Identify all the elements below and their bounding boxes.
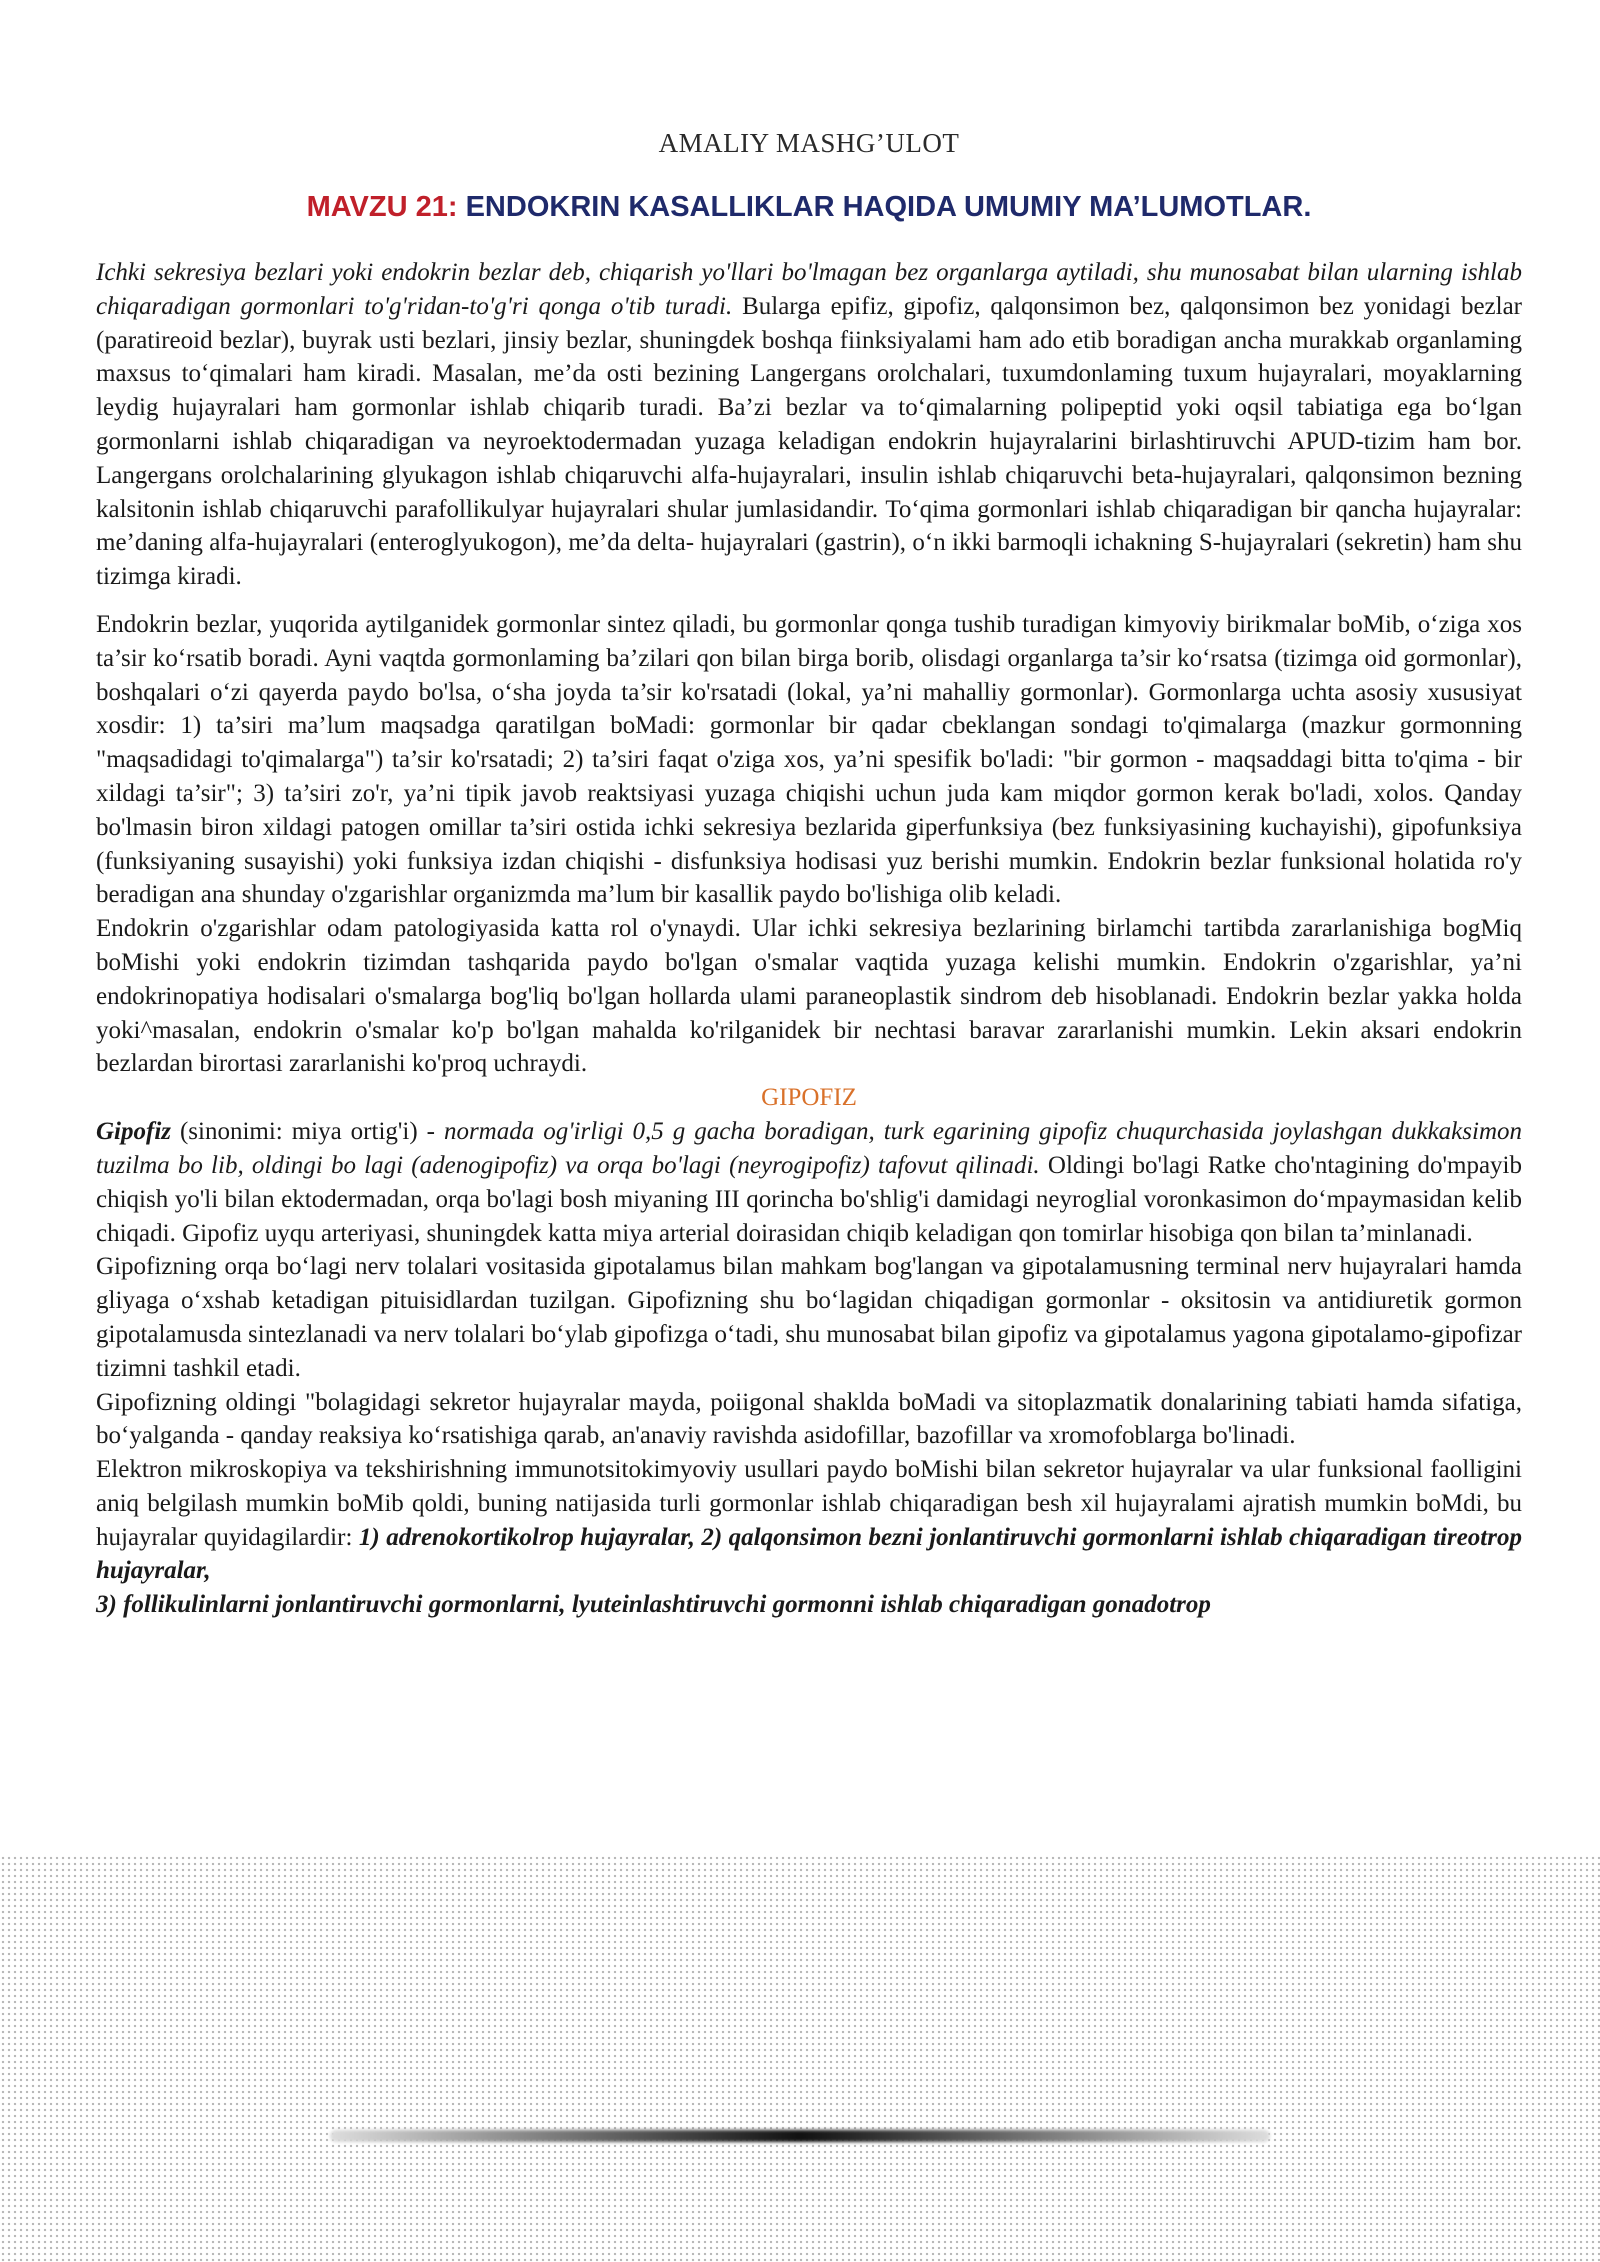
obscured-line [96, 1896, 1522, 1930]
cell-types-list: 1) adrenokortikolrop hujayralar, 2) qalqonsimon bezni jonlantiruvchi gormonlarni ishlab chiqaradigan tireotrop hujayralar, [96, 1523, 1522, 1585]
paragraph-cell-types [96, 1453, 1522, 1588]
paragraph-endocrine-changes: Endokrin o'zgarishlar odam patologiyasida katta rol o'ynaydi. Ular ichki sekresiya bezlarining birlamchi tartibda zararlanishiga bogMiq boMishi yoki endokrin tizimdan tashqarida paydo bo'lgan o'smalar vaqtida yuzaga kelishi mumkin. Endokrin o'zgarishlar, ya’ni endokrinopatiya hodisalari o'smalarga bog'liq bo'lgan hollarda ulami paraneoplastik sindrom deb hisoblanadi. Endokrin bezlar yakka holda yoki^masalan, endokrin o'smalar ko'p bo'lgan mahalda ko'rilganidek bir nechtasi baravar zararlanishi mumkin. Lekin aksari endokrin bezlardan birortasi zararlanishi ko'proq uchraydi. [96, 915, 1522, 1078]
title-topic-text: ENDOKRIN KASALLIKLAR HAQIDA UMUMIY MA’LUMOTLAR. [457, 191, 1312, 223]
paragraph-gipofiz-definition [96, 1115, 1522, 1250]
paragraph-intro-body: Bularga epifiz, gipofiz, qalqonsimon bez, qalqonsimon bez yonidagi bezlar (paratireoid bezlar), buyrak usti bezlari, jinsiy bezlar, shuningdek boshqa fiinksiyalami ham ado etib boradigan ancha murakkab organlaming maxsus to‘qimalari ham kiradi. Masalan, me’da osti bezining Langergans orolchalari, tuxumdonlaming tuxum hujayralari, moyaklarning leydig hujayralari ham gormonlar ishlab chiqarib turadi. Ba’zi bezlar va to‘qimalarning polipeptid yoki oqsil tabiatiga ega bo‘lgan gormonlarni ishlab chiqaradigan va neyroektodermadan yuzaga keladigan endokrin hujayralarini birlashtiruvchi APUD-tizim ham bor. Langergans orolchalarining glyukagon ishlab chiqaruvchi alfa-hujayralari, insulin ishlab chiqaruvchi beta-hujayralari, qalqonsimon bezning kalsitonin ishlab chiqaruvchi parafollikulyar hujayralari shular jumlasidandir. To‘qima gormonlari ishlab chiqaradigan bir qancha hujayralar: me’daning alfa-hujayralari (enteroglyukogon), me’da delta- hujayralari (gastrin), o‘n ikki barmoqli ichakning S-hujayralari (sekretin) ham shu tizimga kiradi. [96, 292, 1523, 591]
page-divider [330, 2130, 1270, 2142]
gipofiz-definition-italic: normada og'irligi 0,5 g gacha boradigan, turk egarining gipofiz chuqurchasida joylashgan dukkaksimon tuzilma bo lib, oldingi bo lagi (adenogipofiz) va orqa bo'lagi (neyrogipofiz) tafovut qilinadi. [96, 1118, 1523, 1179]
section-heading-gipofiz: GIPOFIZ [761, 1084, 857, 1112]
paragraph-hormones: Endokrin bezlar, yuqorida aytilganidek gormonlar sintez qiladi, bu gormonlar qonga tushib turadigan kimyoviy birikmalar boMib, o‘ziga xos ta’sir ko‘rsatib boradi. Ayni vaqtda gormonlaming ba’zilari qon bilan birga borib, olisdagi organlarga ta’sir ko‘rsatsa (tizimga oid gormonlar), boshqalari o‘zi qayerda paydo bo'lsa, o‘sha joyda ta’sir ko'rsatadi (lokal, ya’ni mahalliy gormonlar). Gormonlarga uchta asosiy xususiyat xosdir: 1) ta’siri ma’lum maqsadga qaratilgan boMadi: gormonlar bir qadar cbeklangan sondagi to'qimalarga (mazkur gormonning "maqsadidagi to'qimalarga") ta’sir ko'rsatadi; 2) ta’siri faqat o'ziga xos, ya’ni spesifik bo'ladi: "bir gormon - maqsaddagi bitta to'qima - bir xildagi ta’sir"; 3) ta’siri zo'r, ya’ni tipik javob reaktsiyasi yuzaga chiqishi uchun juda kam miqdor gormon kerak bo'ladi, xolos. Qanday bo'lmasin biron xildagi patogen omillar ta’siri ostida ichki sekresiya bezlarida giperfunksiya (bez funksiyasining kuchayishi), gipofunksiya (funksiyaning susayishi) yoki funksiya izdan chiqishi - disfunksiya hodisasi yuz berishi mumkin. Endokrin bezlar funksional holatida ro'y beradigan ana shunday o'zgarishlar organizmda ma’lum bir kasallik paydo bo'lishiga olib keladi. [96, 610, 1522, 909]
gipofiz-definition-body: Oldingi bo'lagi Ratke cho'ntagining do'mpayib chiqish yo'li bilan ektodermadan, orqa bo'lagi bosh miyaning III qorincha bo'shlig'i damidagi neyroglial voronkasimon do‘mpaymasidan kelib chiqadi. Gipofiz uyqu arteriyasi, shuningdek katta miya arterial doirasidan chiqib keladigan qon tomirlar hisobiga qon bilan ta’minlanadi. [96, 1151, 1522, 1247]
obscured-text-region [96, 1862, 1522, 1930]
obscured-line [96, 1862, 1522, 1896]
document-heading: AMALIY MASHG’ULOT [658, 128, 960, 158]
gipofiz-synonym: (sinonimi: miya ortig'i) - [171, 1118, 444, 1146]
paragraph-intro [96, 256, 1522, 594]
paragraph-cell-types-continued [96, 1588, 1522, 1622]
paragraph-anterior-lobe: Gipofizning oldingi "bolagidagi sekretor hujayralar mayda, poiigonal shaklda boMadi va sitoplazmatik donalarining tabiati hamda sifatiga, bo‘yalganda - qanday reaksiya ko‘rsatishiga qarab, an'anaviy ravishda asidofillar, bazofillar va xromofoblarga bo'linadi. [96, 1388, 1522, 1450]
paragraph-intro-italic: Ichki sekresiya bezlari yoki endokrin bezlar deb, chiqarish yo'llari bo'lmagan bez organlarga aytiladi, shu munosabat bilan ularning ishlab chiqaradigan gormonlari to'g'ridan-to'g'ri qonga o'tib turadi. [96, 259, 1522, 320]
document-title [96, 191, 1522, 224]
cell-types-body: Elektron mikroskopiya va tekshirishning immunotsitokimyoviy usullari paydo boMishi bilan sekretor hujayralar va ular funksional faolligini aniq belgilash mumkin boMib qoldi, buning natijasida turli gormonlar ishlab chiqaradigan besh xil hujayralami ajratish mumkin boMdi, bu hujayralar quyidagilardir: [96, 1456, 1522, 1551]
paragraph-posterior-lobe: Gipofizning orqa bo‘lagi nerv tolalari vositasida gipotalamus bilan mahkam bog'langan va gipotalamusning terminal nerv hujayralari hamda gliyaga o‘xshab ketadigan pituisidlardan tuzilgan. Gipofizning shu bo‘lagidan chiqadigan gormonlar - oksitosin va antidiuretik gormon gipotalamusda sintezlanadi va nerv tolalari bo‘ylab gipofizga o‘tadi, shu munosabat bilan gipofiz va gipotalamus yagona gipotalamo-gipofizar tizimni tashkil etadi. [96, 1253, 1522, 1382]
cell-types-list-continued: 3) follikulinlarni jonlantiruvchi gormonlarni, lyuteinlashtiruvchi gormonni ishlab chiqaradigan gonadotrop [96, 1591, 1211, 1619]
document-page [96, 120, 1522, 1622]
title-topic-number: MAVZU 21: [306, 191, 458, 223]
term-gipofiz: Gipofiz [96, 1118, 171, 1146]
